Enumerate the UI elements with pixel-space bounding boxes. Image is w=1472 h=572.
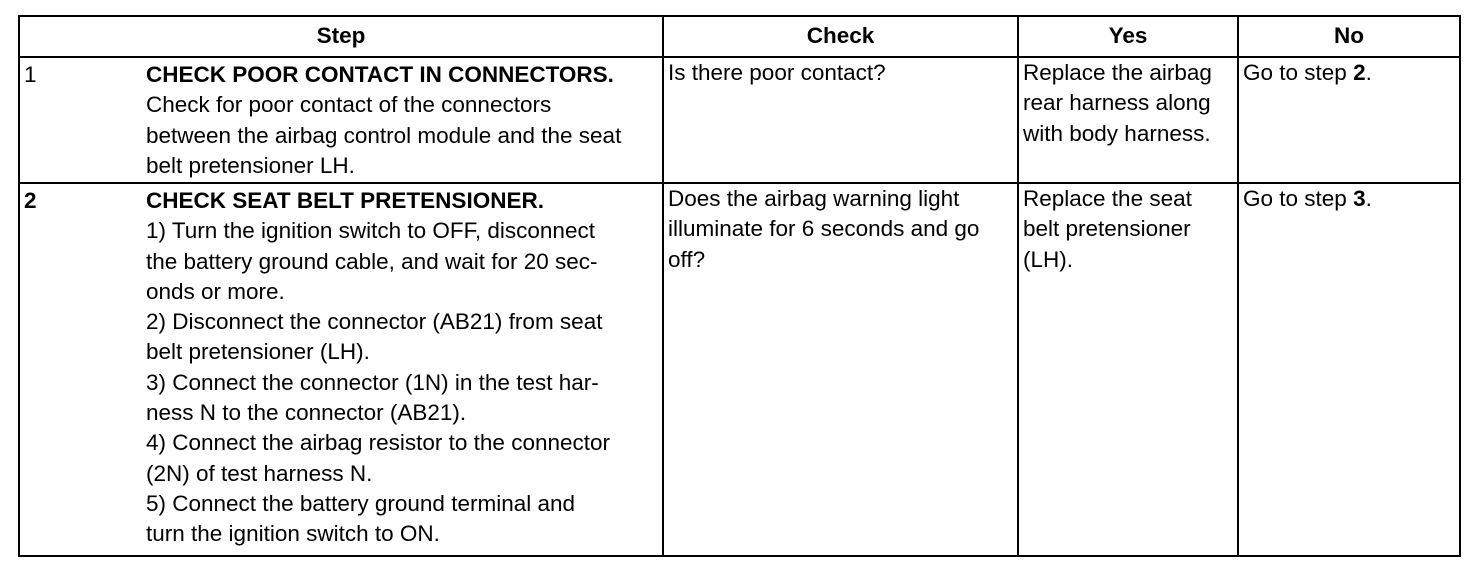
- no-prefix: Go to step: [1243, 186, 1354, 211]
- step-number: 2: [24, 188, 37, 213]
- step-title: CHECK POOR CONTACT IN CONNECTORS.: [146, 62, 614, 87]
- header-no: No: [1238, 16, 1460, 57]
- no-prefix: Go to step: [1243, 60, 1354, 85]
- step-line: belt pretensioner LH.: [146, 152, 355, 178]
- step-body: [146, 186, 662, 550]
- yes-cell: Replace the airbag rear harness along with body harness.: [1018, 57, 1238, 183]
- step-line: the battery ground cable, and wait for 20 sec-: [146, 248, 598, 274]
- table-row: [19, 57, 1460, 183]
- step-line: 2) Disconnect the connector (AB21) from seat: [146, 309, 603, 335]
- yes-cell: Replace the seat belt pretensioner (LH).: [1018, 183, 1238, 556]
- no-suffix: .: [1365, 186, 1372, 211]
- step-line: (2N) of test harness N.: [146, 460, 373, 486]
- diagnostic-table: [18, 15, 1461, 557]
- step-line: onds or more.: [146, 278, 285, 304]
- no-cell: [1238, 57, 1460, 183]
- header-row: [19, 16, 1460, 57]
- check-cell: Is there poor contact?: [663, 57, 1018, 183]
- step-number: 1: [24, 62, 37, 87]
- no-step-link[interactable]: 2: [1353, 60, 1366, 85]
- step-line: 1) Turn the ignition switch to OFF, disconnect: [146, 218, 595, 244]
- step-line: ness N to the connector (AB21).: [146, 400, 467, 426]
- table-row: [19, 183, 1460, 556]
- step-line: turn the ignition switch to ON.: [146, 521, 440, 547]
- step-cell: [19, 183, 663, 556]
- step-line: 3) Connect the connector (1N) in the test har-: [146, 369, 599, 395]
- no-cell: [1238, 183, 1460, 556]
- header-yes: Yes: [1018, 16, 1238, 57]
- no-suffix: .: [1365, 60, 1372, 85]
- step-line: 5) Connect the battery ground terminal and: [146, 490, 576, 516]
- check-cell: Does the airbag warning light illuminate for 6 seconds and go off?: [663, 183, 1018, 556]
- step-line: between the airbag control module and the seat: [146, 122, 622, 148]
- header-check: Check: [663, 16, 1018, 57]
- step-title: CHECK SEAT BELT PRETENSIONER.: [146, 188, 544, 213]
- step-cell: [19, 57, 663, 183]
- no-step-link[interactable]: 3: [1353, 186, 1366, 211]
- step-line: 4) Connect the airbag resistor to the connector: [146, 430, 611, 456]
- step-body: [146, 60, 662, 181]
- header-step: Step: [19, 16, 663, 57]
- step-line: Check for poor contact of the connectors: [146, 92, 552, 118]
- step-line: belt pretensioner (LH).: [146, 339, 370, 365]
